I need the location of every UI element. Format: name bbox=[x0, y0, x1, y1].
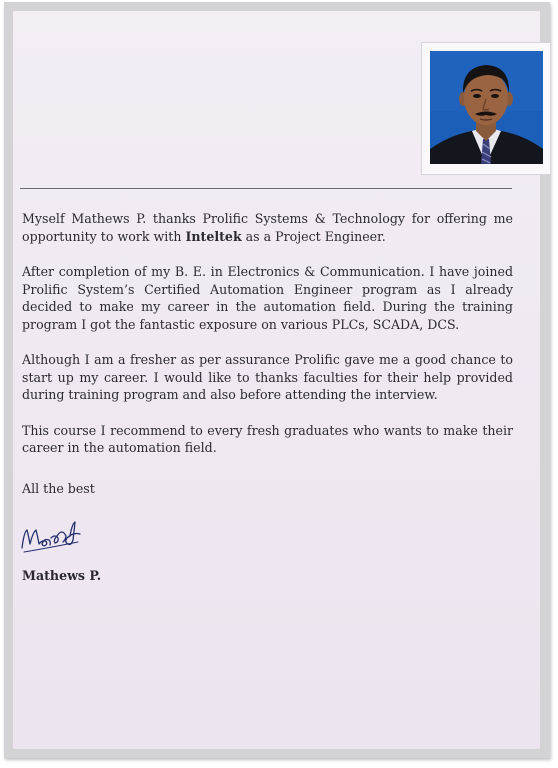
paragraph-4: This course I recommend to every fresh graduates who wants to make their career in the automation field. bbox=[22, 422, 513, 455]
company-name: Inteltek bbox=[185, 228, 242, 244]
paragraph-3: Although I am a fresher as per assurance Prolific gave me a good chance to start up my career. I would like to thanks faculties for their help provided during training program and also before attending the interview. bbox=[22, 352, 513, 402]
paragraph-1-end: as a Project Engineer. bbox=[241, 228, 386, 244]
signature-icon bbox=[18, 514, 88, 556]
letter-body bbox=[22, 210, 513, 475]
signer-name: Mathews P. bbox=[22, 568, 102, 583]
page-border bbox=[4, 2, 550, 758]
separator-line bbox=[20, 188, 512, 189]
letter-paper bbox=[13, 11, 540, 749]
paragraph-1 bbox=[22, 210, 513, 245]
portrait-image bbox=[430, 51, 543, 164]
paragraph-2: After completion of my B. E. in Electronics & Communication. I have joined Prolific System’s Certified Automation Engineer program as I already decided to make my career in the automation field. During the training program I got the fantastic exposure on various PLCs, SCADA, DCS. bbox=[22, 264, 513, 332]
handwritten-signature bbox=[18, 514, 88, 556]
closing-line: All the best bbox=[22, 481, 95, 496]
portrait-photo bbox=[430, 51, 543, 164]
photo-card bbox=[421, 42, 551, 175]
paragraph-1-text: Myself Mathews P. thanks Prolific Systems & Technology for offering me opportunity to work with bbox=[22, 211, 513, 244]
